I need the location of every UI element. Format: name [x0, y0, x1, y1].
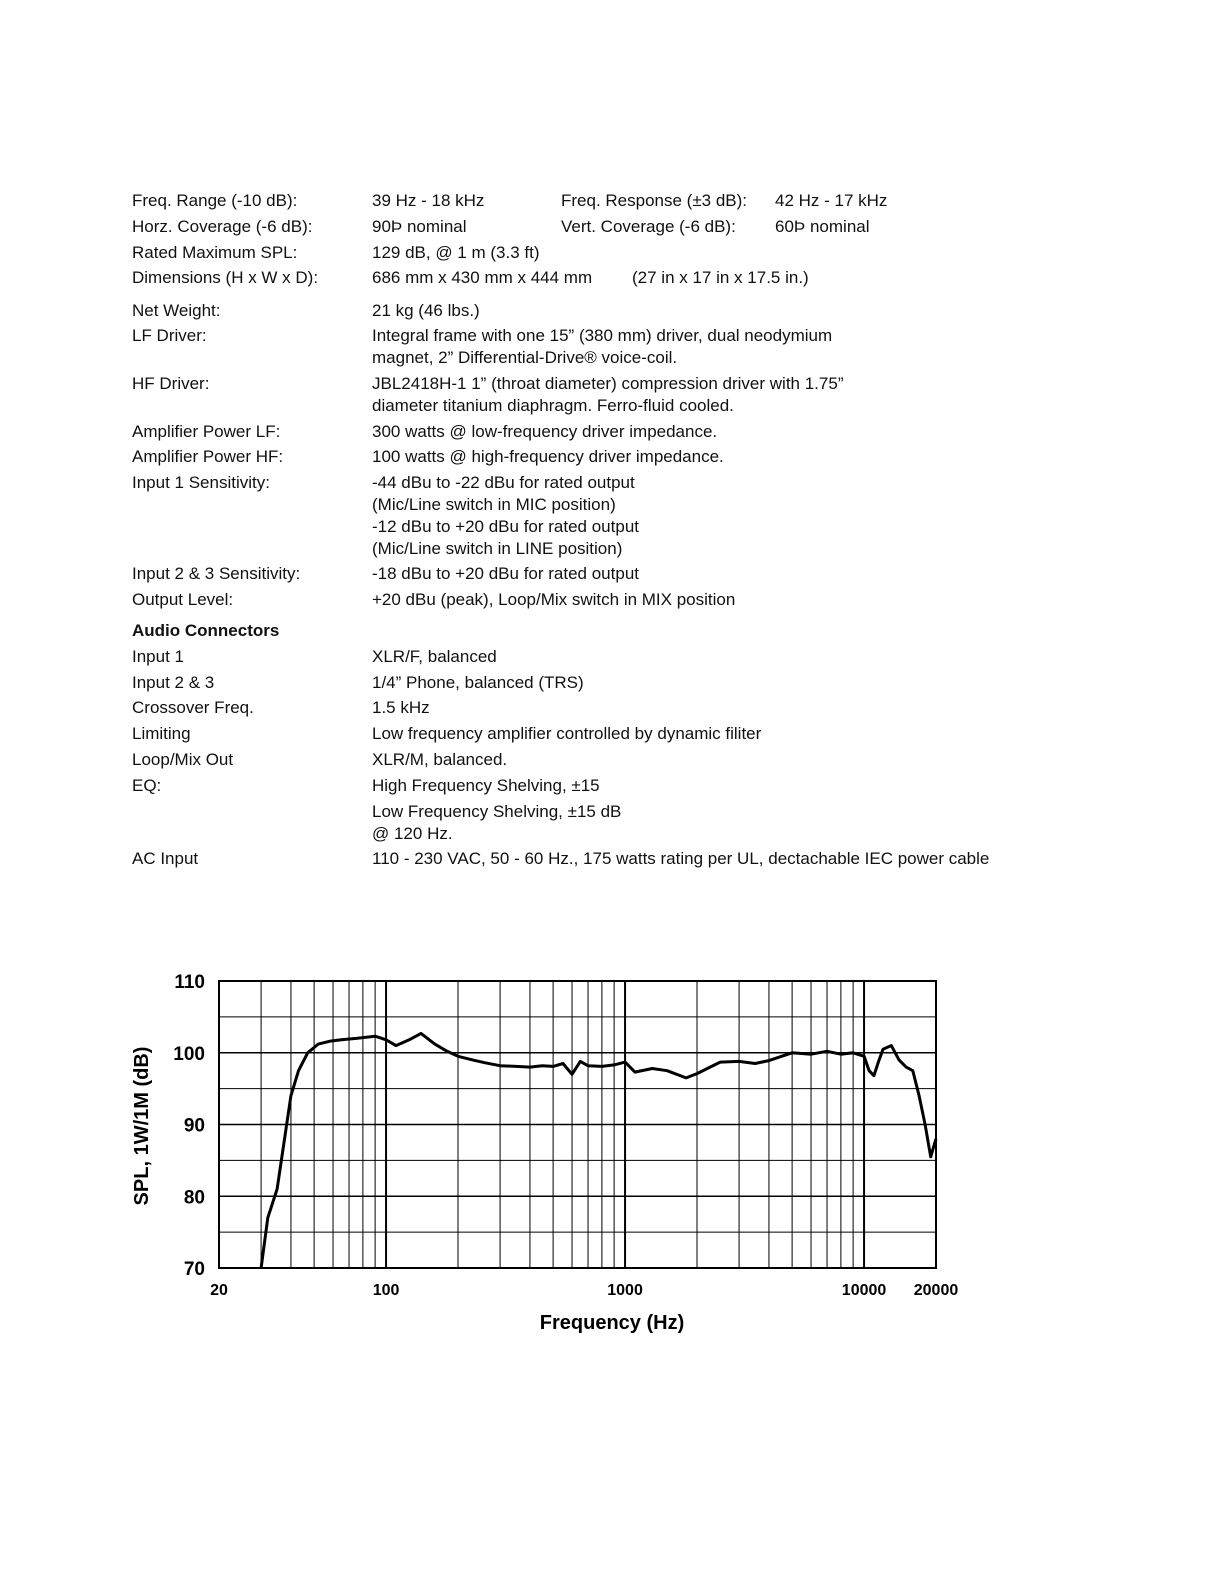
spec-value: 39 Hz - 18 kHz [372, 191, 485, 210]
x-tick-labels [210, 1282, 958, 1299]
spec-label: Loop/Mix Out [132, 750, 234, 769]
spec-label: Freq. Range (-10 dB): [132, 191, 298, 210]
x-tick-label: 1000 [607, 1282, 643, 1299]
spec-label: Output Level: [132, 590, 234, 609]
spec-label: EQ: [132, 776, 162, 795]
spec-value: (27 in x 17 in x 17.5 in.) [632, 268, 809, 287]
spec-value: 100 watts @ high-frequency driver impedance. [372, 447, 724, 466]
spec-label: Input 1 Sensitivity: [132, 473, 270, 492]
spec-label: Amplifier Power LF: [132, 422, 281, 441]
spec-value-line: (Mic/Line switch in LINE position) [372, 539, 623, 558]
spec-label: Horz. Coverage (-6 dB): [132, 217, 313, 236]
spec-label: Rated Maximum SPL: [132, 243, 298, 262]
spec-value: +20 dBu (peak), Loop/Mix switch in MIX position [372, 590, 736, 609]
spec-label: Dimensions (H x W x D): [132, 268, 319, 287]
spec-value: 1.5 kHz [372, 698, 430, 717]
spec-value: -18 dBu to +20 dBu for rated output [372, 564, 639, 583]
spec-value: 110 - 230 VAC, 50 - 60 Hz., 175 watts rating per UL, dectachable IEC power cable [372, 849, 990, 868]
response-curve [261, 1033, 936, 1268]
spec-value [372, 325, 832, 369]
y-tick-label: 110 [174, 972, 205, 993]
spec-value-line: diameter titanium diaphragm. Ferro-fluid cooled. [372, 396, 734, 415]
spec-value-line: Integral frame with one 15” (380 mm) driver, dual neodymium [372, 326, 833, 345]
spec-value: 686 mm x 430 mm x 444 mm [372, 268, 593, 287]
spec-label: Net Weight: [132, 301, 221, 320]
chart-grid [219, 981, 936, 1268]
spec-value-line: -12 dBu to +20 dBu for rated output [372, 517, 639, 536]
x-tick-label: 10000 [841, 1282, 887, 1299]
section-heading: Audio Connectors [132, 621, 280, 640]
spec-label: AC Input [132, 849, 199, 868]
spec-label: HF Driver: [132, 374, 210, 393]
spec-label: Limiting [132, 724, 191, 743]
spec-label: Vert. Coverage (-6 dB): [561, 217, 736, 236]
spec-label: Input 2 & 3 Sensitivity: [132, 564, 301, 583]
spec-value: 129 dB, @ 1 m (3.3 ft) [372, 243, 540, 262]
spec-value: XLR/F, balanced [372, 647, 497, 666]
spec-label: Input 1 [132, 647, 184, 666]
spec-value-line: -44 dBu to -22 dBu for rated output [372, 473, 635, 492]
spec-label: LF Driver: [132, 326, 207, 345]
spec-label: Crossover Freq. [132, 698, 254, 717]
spec-value: 1/4” Phone, balanced (TRS) [372, 673, 584, 692]
spec-label: Amplifier Power HF: [132, 447, 284, 466]
spec-value: XLR/M, balanced. [372, 750, 508, 769]
frequency-response-chart [120, 960, 1000, 1350]
x-tick-label: 20 [210, 1282, 228, 1299]
y-tick-labels [173, 972, 205, 1280]
y-axis-label: SPL, 1W/1M (dB) [131, 1046, 153, 1206]
spec-value: 60Þ nominal [775, 217, 870, 236]
spec-value-line: (Mic/Line switch in MIC position) [372, 495, 616, 514]
y-tick-label: 80 [183, 1187, 205, 1209]
spec-value: 300 watts @ low-frequency driver impedance. [372, 422, 718, 441]
spec-value: 90Þ nominal [372, 217, 467, 236]
spec-value: High Frequency Shelving, ±15 [372, 776, 600, 795]
y-tick-label: 100 [173, 1043, 205, 1065]
x-axis-label: Frequency (Hz) [539, 1312, 685, 1334]
y-tick-label: 90 [183, 1115, 205, 1137]
spec-value [372, 373, 843, 417]
y-tick-label: 70 [183, 1259, 205, 1280]
spec-value: 21 kg (46 lbs.) [372, 301, 480, 320]
spec-label: Input 2 & 3 [132, 673, 215, 692]
spec-value: Low frequency amplifier controlled by dynamic filiter [372, 724, 762, 743]
spec-value: 42 Hz - 17 kHz [775, 191, 888, 210]
spec-label: Freq. Response (±3 dB): [561, 191, 748, 210]
spec-value [372, 472, 639, 560]
spec-value-line: Low Frequency Shelving, ±15 dB [372, 802, 622, 821]
spec-value [372, 801, 621, 845]
spec-value-line: magnet, 2” Differential-Drive® voice-coil. [372, 348, 678, 367]
x-tick-label: 100 [372, 1282, 400, 1299]
spec-value-line: JBL2418H-1 1” (throat diameter) compression driver with 1.75” [372, 374, 844, 393]
x-tick-label: 20000 [913, 1282, 959, 1299]
spec-value-line: @ 120 Hz. [372, 824, 453, 843]
